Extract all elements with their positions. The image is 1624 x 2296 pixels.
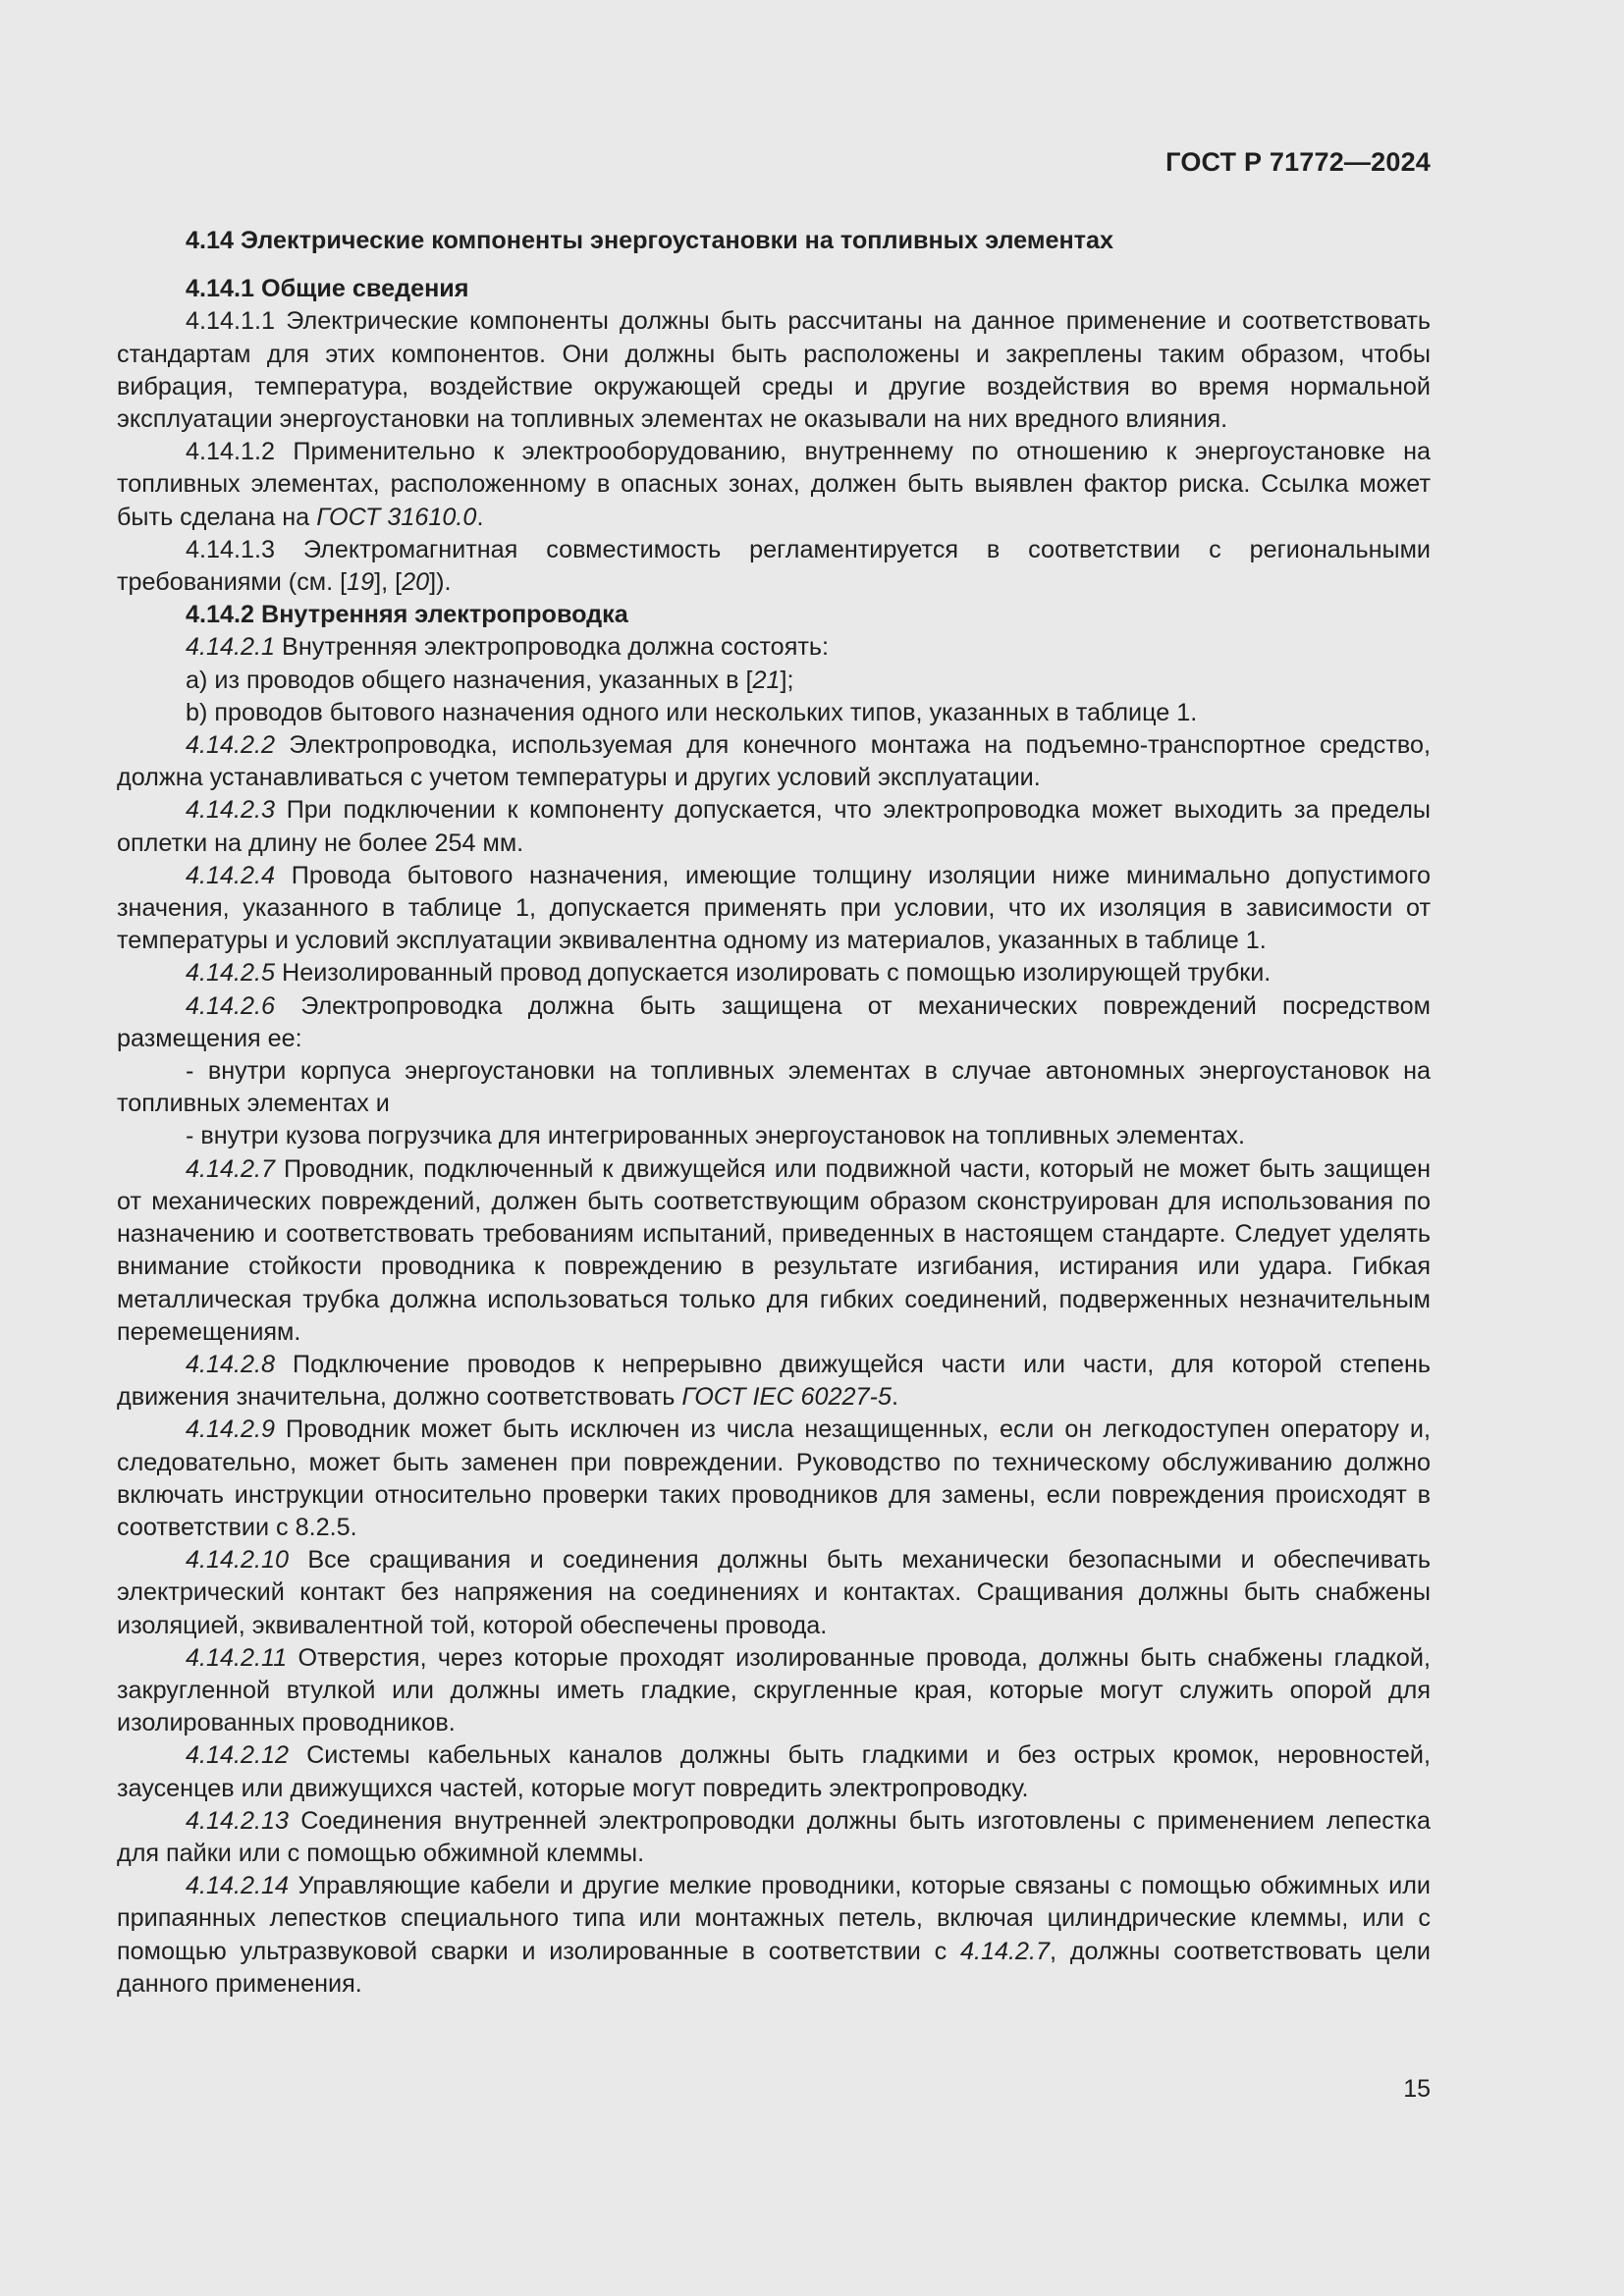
clause-text: Проводник может быть исключен из числа незащищенных, если он легкодоступен оператору и, следовательно, может быть заменен при повреждении. Руководство по техническому обслуживанию должно включать инструкции относительно проверки таких проводников для замены, если повреждения происходят в соответствии с 8.2.5. (117, 1415, 1431, 1541)
paragraph-end: ]). (429, 568, 452, 597)
paragraph-4-14-1-3-text: 4.14.1.3 Электромагнитная совместимость регламентируется в соответствии с региональными требованиями (см. [ (117, 535, 1431, 597)
list-item-end: ]; (780, 666, 794, 694)
bibliography-reference: 20 (402, 568, 430, 597)
clause-number: 4.14.2.8 (186, 1350, 276, 1378)
document-body (117, 225, 1431, 2001)
paragraph-4-14-2-6 (117, 990, 1431, 1055)
paragraph-4-14-1-2 (117, 436, 1431, 534)
clause-number: 4.14.2.2 (186, 731, 276, 760)
clause-text: Проводник, подключенный к движущейся или подвижной части, который не может быть защищен от механических повреждений, должен быть соответствующим образом сконструирован для использования по назначению и соответствовать требованиям испытаний, приведенных в настоящем стандарте. Следует уделять внимание стойкости проводника к повреждению в результате изгибания, истирания или удара. Гибкая металлическая трубка должна использоваться только для гибких соединений, подверженных незначительным перемещениям. (117, 1154, 1431, 1346)
paragraph-4-14-2-3 (117, 794, 1431, 859)
section-heading-4-14: 4.14 Электрические компоненты энергоустановки на топливных элементах (186, 227, 1114, 254)
standard-reference-link: ГОСТ IEC 60227-5 (681, 1383, 892, 1412)
clause-text: Соединения внутренней электропроводки должны быть изготовлены с применением лепестка для пайки или с помощью обжимной клеммы. (117, 1806, 1431, 1867)
standard-reference-link: ГОСТ 31610.0 (316, 503, 477, 531)
paragraph-end: . (476, 503, 484, 531)
reference-separator: ], [ (374, 568, 403, 597)
paragraph-4-14-2-7 (117, 1153, 1431, 1349)
paragraph-4-14-2-10 (117, 1544, 1431, 1642)
list-item-a (117, 665, 1431, 697)
paragraph-4-14-1-1: 4.14.1.1 Электрические компоненты должны быть рассчитаны на данное применение и соответствовать стандартам для этих компонентов. Они должны быть расположены и закреплены таким образом, чтобы вибрация, температура, воздействие окружающей среды и другие воздействия во время нормальной эксплуатации энергоустановки на топливных элементах не оказывали на них вредного влияния. (117, 307, 1431, 434)
clause-number: 4.14.2.7 (186, 1154, 276, 1183)
paragraph-4-14-2-12 (117, 1739, 1431, 1804)
list-marker: b) (186, 698, 208, 726)
bibliography-reference: 19 (347, 568, 375, 597)
clause-text: Управляющие кабели и другие мелкие проводники, которые связаны с помощью обжимных или припаянных лепестков специального типа или монтажных петель, включая цилиндрические клеммы, или с помощью ультразвуковой сварки и изолированные в соответствии с (117, 1872, 1431, 1965)
clause-number: 4.14.2.11 (186, 1643, 288, 1672)
dash-list-item: - внутри кузова погрузчика для интегрированных энергоустановок на топливных элементах. (186, 1122, 1245, 1150)
paragraph-4-14-2-8 (117, 1349, 1431, 1414)
document-code: ГОСТ Р 71772—2024 (1165, 147, 1431, 177)
clause-number: 4.14.2.1 (186, 633, 276, 662)
paragraph-end: , должны соответствовать цели данного применения. (117, 1937, 1431, 1998)
list-item-b (117, 697, 1431, 729)
paragraph-end: . (891, 1383, 898, 1412)
clause-text: Системы кабельных каналов должны быть гладкими и без острых кромок, неровностей, заусенцев или движущихся частей, которые могут повредить электропроводку. (117, 1741, 1431, 1802)
page-number: 15 (1403, 2075, 1431, 2103)
paragraph-4-14-2-13 (117, 1805, 1431, 1870)
clause-number: 4.14.2.12 (186, 1741, 290, 1770)
clause-number: 4.14.2.6 (186, 991, 276, 1020)
clause-number: 4.14.2.13 (186, 1806, 290, 1835)
clause-text: Провода бытового назначения, имеющие толщину изоляции ниже минимально допустимого значения, указанного в таблице 1, допускается применять при условии, что их изоляция в зависимости от температуры и условий эксплуатации эквивалентна одному из материалов, указанных в таблице 1. (117, 861, 1431, 955)
paragraph-4-14-1-3 (117, 534, 1431, 599)
dash-list-item: - внутри корпуса энергоустановки на топливных элементах в случае автономных энергоустановок на топливных элементах и (117, 1057, 1431, 1118)
clause-text: Подключение проводов к непрерывно движущейся части или части, для которой степень движения значительна, должно соответствовать (117, 1350, 1431, 1412)
clause-number: 4.14.2.4 (186, 861, 276, 889)
list-item-text: из проводов общего назначения, указанных в [ (207, 666, 753, 694)
section-heading-4-14-2: 4.14.2 Внутренняя электропроводка (186, 601, 628, 629)
clause-text: Отверстия, через которые проходят изолированные провода, должны быть снабжены гладкой, закругленной втулкой или должны иметь гладкие, скругленные края, которые могут служить опорой для изолированных проводников. (117, 1643, 1431, 1737)
list-marker: а) (186, 666, 208, 694)
clause-number: 4.14.2.10 (186, 1546, 290, 1575)
paragraph-4-14-2-14 (117, 1870, 1431, 2001)
clause-text: Электропроводка должна быть защищена от механических повреждений посредством размещения ее: (117, 991, 1431, 1052)
clause-number: 4.14.2.9 (186, 1415, 276, 1444)
clause-number: 4.14.2.14 (186, 1872, 290, 1900)
clause-cross-reference: 4.14.2.7 (960, 1937, 1051, 1965)
paragraph-4-14-2-5 (117, 957, 1431, 989)
bibliography-reference: 21 (752, 666, 781, 694)
clause-text: Внутренняя электропроводка должна состоять: (275, 633, 829, 662)
clause-number: 4.14.2.5 (186, 959, 276, 988)
clause-text: Электропроводка, используемая для конечного монтажа на подъемно-транспортное средство, должна устанавливаться с учетом температуры и других условий эксплуатации. (117, 731, 1431, 792)
paragraph-4-14-2-9 (117, 1414, 1431, 1544)
list-item-text: проводов бытового назначения одного или нескольких типов, указанных в таблице 1. (207, 698, 1198, 726)
clause-number: 4.14.2.3 (186, 796, 276, 825)
clause-text: Неизолированный провод допускается изолировать с помощью изолирующей трубки. (275, 959, 1272, 988)
clause-text: Все сращивания и соединения должны быть механически безопасными и обеспечивать электрический контакт без напряжения на соединениях и контактах. Сращивания должны быть снабжены изоляцией, эквивалентной той, которой обеспечены провода. (117, 1546, 1431, 1639)
paragraph-4-14-1-2-text: 4.14.1.2 Применительно к электрооборудованию, внутреннему по отношению к энергоустановке на топливных элементах, расположенному в опасных зонах, должен быть выявлен фактор риска. Ссылка может быть сделана на (117, 438, 1431, 531)
clause-text: При подключении к компоненту допускается, что электропроводка может выходить за пределы оплетки на длину не более 254 мм. (117, 796, 1431, 857)
paragraph-4-14-2-2 (117, 729, 1431, 794)
paragraph-4-14-2-11 (117, 1642, 1431, 1740)
section-heading-4-14-1: 4.14.1 Общие сведения (186, 275, 469, 303)
paragraph-4-14-2-1 (117, 631, 1431, 664)
paragraph-4-14-2-4 (117, 860, 1431, 958)
